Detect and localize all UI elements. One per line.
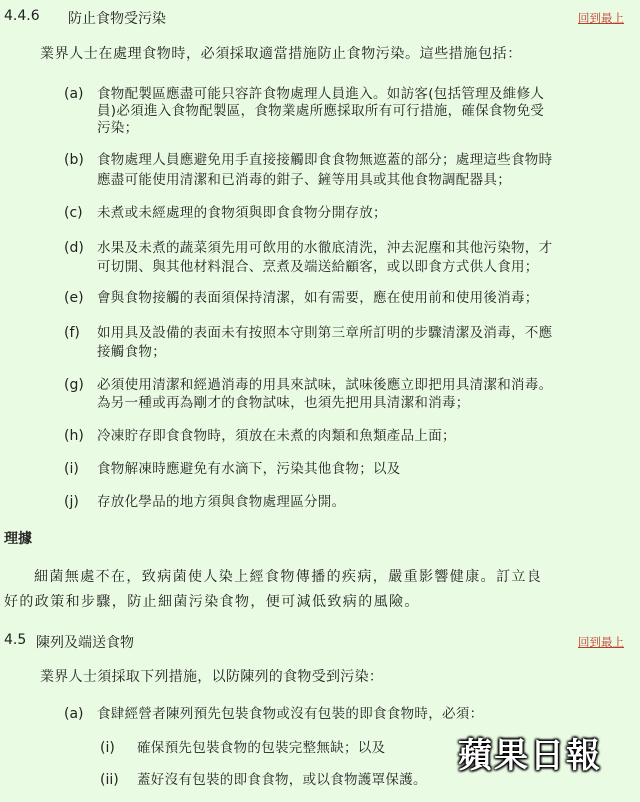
list-item-line: 員)必須進入食物配製區，食物業處所應採取所有可行措施，確保食物免受 <box>97 103 545 119</box>
list-item-line: 可切開、與其他材料混合、烹煮及端送給顧客，或以即食方式供人食用； <box>97 259 539 275</box>
back-to-top-link[interactable]: 回到最上 <box>578 635 624 649</box>
list-item-line: 存放化學品的地方須與食物處理區分開。 <box>97 494 346 510</box>
list-item-line: 食肆經營者陳列預先包裝食物或沒有包裝的即食食物時，必須： <box>97 706 484 722</box>
list-item-line: 食物配製區應盡可能只容許食物處理人員進入。如訪客(包括管理及維修人 <box>97 86 545 102</box>
list-marker: (f) <box>64 325 80 341</box>
list-item-line: 為另一種或再為剛才的食物試味，也須先把用具清潔和消毒； <box>97 395 470 411</box>
list-item-line: 接觸食物； <box>97 344 166 360</box>
list-marker: (i) <box>64 461 79 477</box>
rationale-line: 細菌無處不在，致病菌使人染上經食物傳播的疾病，嚴重影響健康。訂立良 <box>34 569 543 585</box>
list-item-line: 必須使用清潔和經過消毒的用具來試味，試味後應立即把用具清潔和消毒。 <box>97 377 553 393</box>
section-intro: 業界人士須採取下列措施，以防陳列的食物受到污染： <box>40 669 384 685</box>
list-marker: (b) <box>64 152 84 168</box>
list-item-line: 食物解凍時應避免有水滴下，污染其他食物；以及 <box>97 461 401 477</box>
list-item-line: 冷凍貯存即食食物時，須放在未煮的肉類和魚類產品上面； <box>97 428 456 444</box>
section-number: 4.5 <box>4 632 27 648</box>
list-marker: (c) <box>64 205 83 221</box>
list-marker: (g) <box>64 377 84 393</box>
sublist-marker: (ii) <box>100 772 119 788</box>
list-item-line: 會與食物接觸的表面須保持清潔，如有需要，應在使用前和使用後消毒； <box>97 290 539 306</box>
apple-daily-watermark: 蘋果日報 <box>458 736 602 776</box>
list-marker: (d) <box>64 240 84 256</box>
section-title: 防止食物受污染 <box>68 11 166 27</box>
back-to-top-link[interactable]: 回到最上 <box>578 11 624 25</box>
list-item-line: 應盡可能使用清潔和已消毒的鉗子、鏟等用具或其他食物調配器具； <box>97 172 511 188</box>
list-marker: (h) <box>64 428 84 444</box>
section-title: 陳列及端送食物 <box>36 635 134 651</box>
rationale-heading: 理據 <box>4 531 32 547</box>
sublist-marker: (i) <box>100 740 115 756</box>
list-item-line: 水果及未煮的蔬菜須先用可飲用的水徹底清洗，沖去泥塵和其他污染物，才 <box>97 240 553 256</box>
rationale-line: 好的政策和步驟，防止細菌污染食物，便可減低致病的風險。 <box>4 594 420 610</box>
list-marker: (j) <box>64 494 79 510</box>
list-item-line: 如用具及設備的表面未有按照本守則第三章所訂明的步驟清潔及消毒，不應 <box>97 325 553 341</box>
list-marker: (a) <box>64 706 84 722</box>
list-marker: (e) <box>64 290 84 306</box>
list-item-line: 污染； <box>97 120 139 136</box>
list-item-line: 食物處理人員應避免用手直接接觸即食食物無遮蓋的部分；處理這些食物時 <box>97 152 553 168</box>
list-marker: (a) <box>64 86 84 102</box>
sublist-item: 蓋好沒有包裝的即食食物，或以食物護罩保護。 <box>137 772 427 788</box>
list-item-line: 未煮或未經處理的食物須與即食食物分開存放； <box>97 205 387 221</box>
sublist-item: 確保預先包裝食物的包裝完整無缺；以及 <box>137 740 386 756</box>
section-intro: 業界人士在處理食物時，必須採取適當措施防止食物污染。這些措施包括： <box>40 46 522 62</box>
section-number: 4.4.6 <box>4 8 40 24</box>
